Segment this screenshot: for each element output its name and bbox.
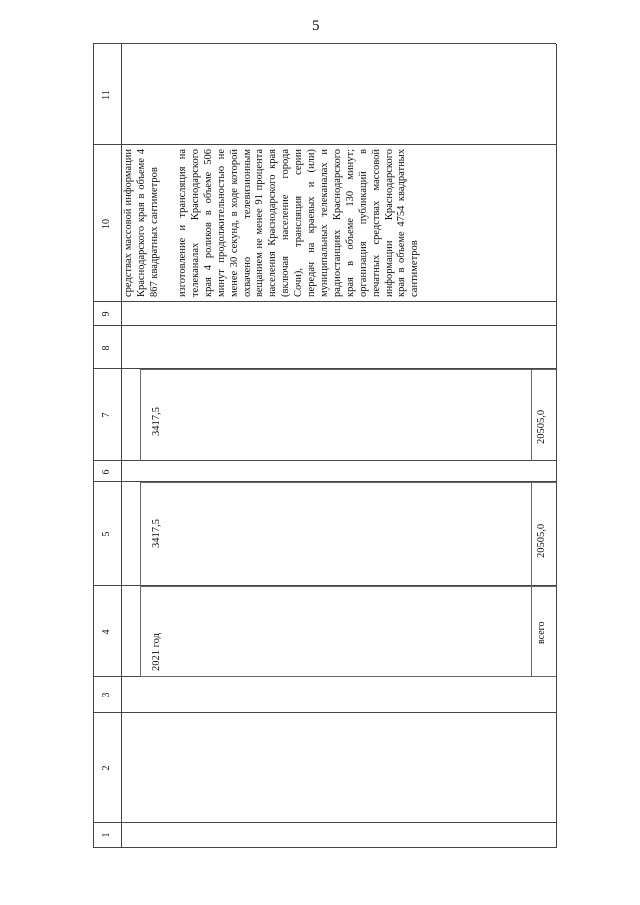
table-border-bottom bbox=[556, 44, 557, 848]
total-col5: 20505,0 bbox=[536, 523, 547, 558]
rotated-table bbox=[93, 44, 556, 848]
subcell-top-col7 bbox=[140, 369, 141, 461]
total-label: всего bbox=[536, 621, 547, 644]
col-number-1: 1 bbox=[101, 832, 112, 838]
col-divider-10 bbox=[93, 144, 556, 145]
year-cell: 2021 год bbox=[151, 633, 162, 671]
col-border-left bbox=[93, 847, 556, 848]
col-divider-2 bbox=[93, 712, 556, 713]
col-number-6: 6 bbox=[101, 469, 112, 475]
col-number-8: 8 bbox=[101, 345, 112, 351]
col-number-11: 11 bbox=[101, 90, 112, 100]
subcell-line bbox=[140, 676, 556, 677]
subcell-total-col5 bbox=[531, 482, 532, 586]
col7-value: 3417,5 bbox=[151, 407, 162, 436]
subcell-line-7 bbox=[140, 369, 556, 370]
col-number-5: 5 bbox=[101, 531, 112, 537]
table-border-top bbox=[93, 44, 94, 848]
col-divider-1 bbox=[93, 822, 556, 823]
col-number-9: 9 bbox=[101, 311, 112, 317]
subcell-total-col4 bbox=[531, 586, 532, 677]
col-number-7: 7 bbox=[101, 412, 112, 418]
col-divider-6 bbox=[93, 460, 556, 461]
col-border-right bbox=[93, 43, 556, 44]
col10-text-top: средствах массовой информации Краснодарского края в объеме 4 867 квадратных сантиметров bbox=[123, 149, 160, 297]
total-col7: 20505,0 bbox=[536, 409, 547, 444]
col-number-3: 3 bbox=[101, 692, 112, 698]
subcell-total-col7 bbox=[531, 369, 532, 461]
col-divider-8 bbox=[93, 325, 556, 326]
page-number: 5 bbox=[312, 18, 320, 34]
col10-text-bottom: изготовление и трансляция на телеканалах Краснодарского края 4 роликов в объеме 506 минут продолжительностью не менее 30 секунд, в ходе которой охвачено телевизионным вещанием не менее 91 процента населения Краснодарского края (включая население города Сочи), трансляция серии передач на краевых и (или) муниципальных телеканалах и радиостанциях Краснодарского края в объеме 130 минут; организация публикаций в печатных средствах массовой информации Краснодарского края в объеме 4754 квадратных сантиметров bbox=[177, 149, 421, 297]
subcell-top-col5 bbox=[140, 482, 141, 586]
subcell-line-5 bbox=[140, 482, 556, 483]
col-divider-9 bbox=[93, 301, 556, 302]
col-number-10: 10 bbox=[101, 219, 112, 229]
col5-value: 3417,5 bbox=[151, 519, 162, 548]
subcell-top-col4 bbox=[140, 586, 141, 677]
subcell-line-4 bbox=[140, 586, 556, 587]
col-number-4: 4 bbox=[101, 629, 112, 635]
header-separator bbox=[121, 44, 122, 848]
col-number-2: 2 bbox=[101, 765, 112, 771]
